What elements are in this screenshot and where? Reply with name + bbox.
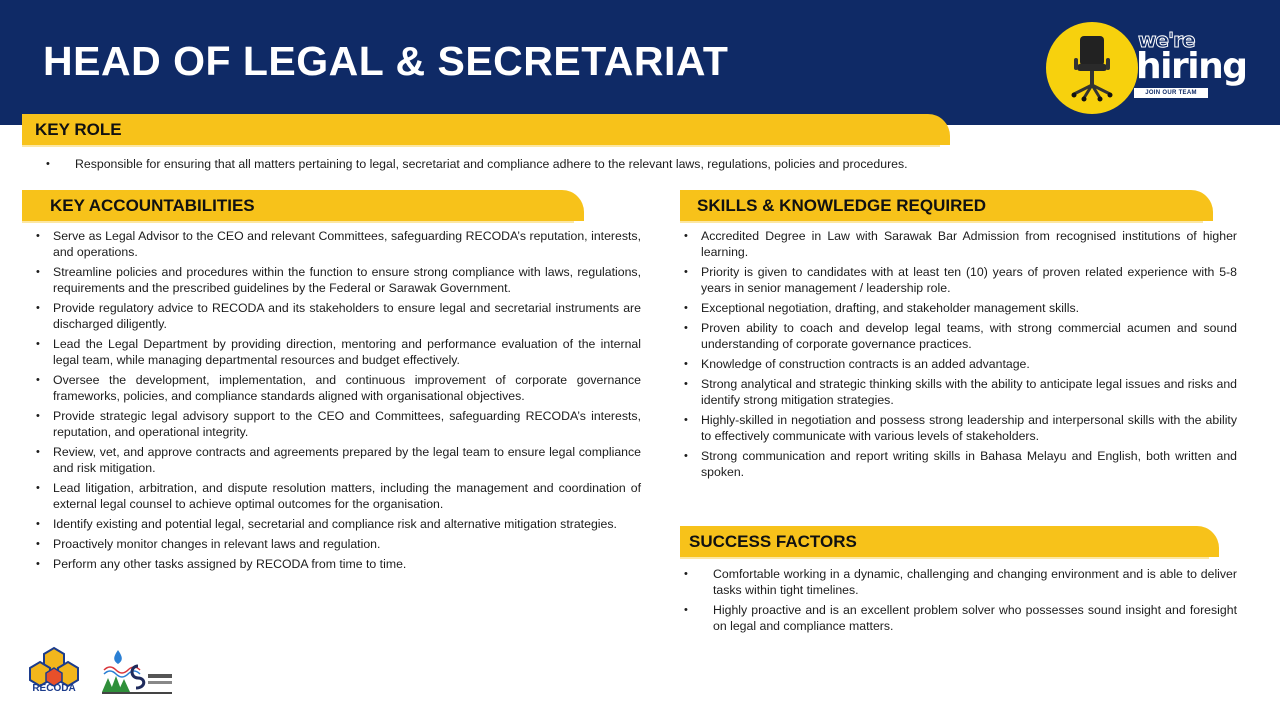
bullet-item: • Proven ability to coach and develop legal teams, with strong commercial acumen and sound understanding of corporate governance practices.: [681, 320, 1237, 352]
bullet-item: • Proactively monitor changes in relevant laws and regulation.: [33, 536, 641, 552]
key-accountabilities-heading: KEY ACCOUNTABILITIES: [22, 190, 584, 221]
bullet-item: • Accredited Degree in Law with Sarawak Bar Admission from recognised institutions of higher learning.: [681, 228, 1237, 260]
office-chair-icon: [1064, 32, 1120, 104]
bullet-item: • Highly proactive and is an excellent problem solver who possesses sound insight and foresight on legal and compliance matters.: [681, 602, 1237, 634]
skills-list: [681, 228, 1237, 484]
hiring-badge: [1046, 22, 1256, 114]
bullet-item: • Identify existing and potential legal, secretarial and compliance risk and alternative mitigation strategies.: [33, 516, 641, 532]
bullet-item: • Comfortable working in a dynamic, challenging and changing environment and is able to deliver tasks within tight timelines.: [681, 566, 1237, 598]
success-factors-list: [681, 566, 1237, 638]
bullet-item: • Provide strategic legal advisory support to the CEO and Committees, safeguarding RECODA’s interests, reputation, and operational integrity.: [33, 408, 641, 440]
bullet-item: • Responsible for ensuring that all matters pertaining to legal, secretariat and compliance adhere to the relevant laws, regulations, policies and procedures.: [43, 156, 1103, 172]
bullet-item: • Exceptional negotiation, drafting, and stakeholder management skills.: [681, 300, 1237, 316]
bullet-item: • Provide regulatory advice to RECODA and its stakeholders to ensure legal and secretarial instruments are discharged diligently.: [33, 300, 641, 332]
bullet-item: • Lead litigation, arbitration, and dispute resolution matters, including the management and coordination of external legal counsel to achieve optimal outcomes for the organisation.: [33, 480, 641, 512]
bullet-item: • Strong communication and report writing skills in Bahasa Melayu and English, both written and spoken.: [681, 448, 1237, 480]
key-role-list: [43, 156, 1103, 176]
recoda-logo-text: RECODA: [32, 683, 76, 694]
bullet-item: • Perform any other tasks assigned by RECODA from time to time.: [33, 556, 641, 572]
bullet-item: • Serve as Legal Advisor to the CEO and relevant Committees, safeguarding RECODA’s reputation, interests, and operations.: [33, 228, 641, 260]
badge-were-text: we're: [1138, 28, 1195, 52]
bullet-item: • Oversee the development, implementation, and continuous improvement of corporate governance frameworks, policies, and compliance standards aligned with organisational objectives.: [33, 372, 641, 404]
skills-heading: SKILLS & KNOWLEDGE REQUIRED: [680, 190, 1213, 221]
page-title: HEAD OF LEGAL & SECRETARIAT: [43, 38, 729, 84]
badge-join-text: JOIN OUR TEAM: [1134, 88, 1208, 98]
key-accountabilities-list: [33, 228, 641, 576]
bullet-item: • Highly-skilled in negotiation and possess strong leadership and interpersonal skills with the ability to effectively communicate with various levels of stakeholders.: [681, 412, 1237, 444]
bullet-item: • Review, vet, and approve contracts and agreements prepared by the legal team to ensure legal compliance and risk mitigation.: [33, 444, 641, 476]
bullet-item: • Strong analytical and strategic thinking skills with the ability to anticipate legal issues and risks and identify strong mitigation strategies.: [681, 376, 1237, 408]
badge-hiring-text: hiring: [1136, 46, 1247, 87]
bullet-item: • Priority is given to candidates with at least ten (10) years of proven related experience with 5-8 years in senior management / leadership role.: [681, 264, 1237, 296]
key-role-heading: KEY ROLE: [22, 114, 950, 145]
success-factors-heading: SUCCESS FACTORS: [680, 526, 1219, 557]
sarawak-score-logo: [100, 648, 176, 696]
bullet-item: • Streamline policies and procedures within the function to ensure strong compliance with laws, regulations, requirements and the prescribed guidelines by the Federal or Sarawak Government.: [33, 264, 641, 296]
bullet-item: • Knowledge of construction contracts is an added advantage.: [681, 356, 1237, 372]
bullet-item: • Lead the Legal Department by providing direction, mentoring and performance evaluation of the internal legal team, while managing departmental resources and budget effectively.: [33, 336, 641, 368]
